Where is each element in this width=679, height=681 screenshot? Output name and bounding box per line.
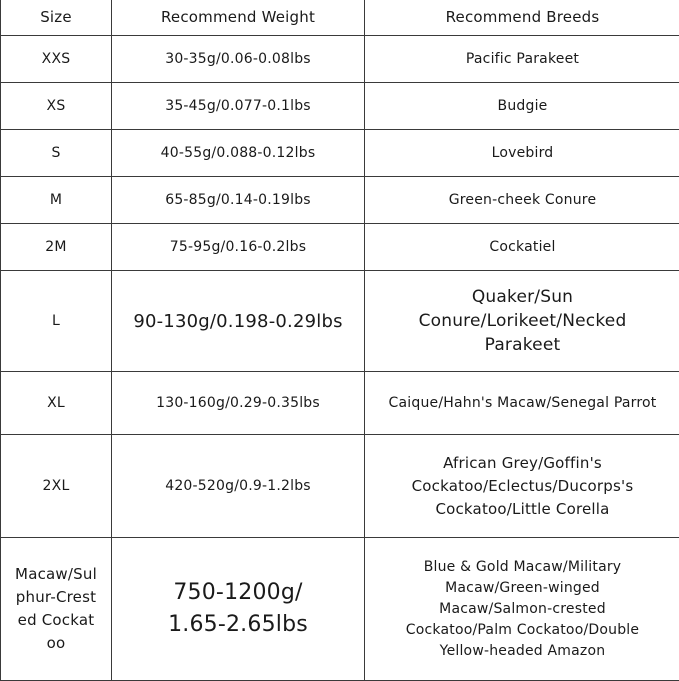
weight-cell: 90-130g/0.198-0.29lbs [112, 271, 365, 372]
table-row [1, 224, 679, 271]
breeds-cell: Budgie [365, 83, 679, 130]
weight-cell: 130-160g/0.29-0.35lbs [112, 372, 365, 435]
weight-cell: 40-55g/0.088-0.12lbs [112, 130, 365, 177]
weight-cell: 750-1200g/ 1.65-2.65lbs [112, 538, 365, 681]
header-row [1, 0, 679, 36]
weight-cell: 35-45g/0.077-0.1lbs [112, 83, 365, 130]
size-cell: XXS [1, 36, 112, 83]
size-cell: 2XL [1, 435, 112, 538]
table-row [1, 177, 679, 224]
breeds-cell: Lovebird [365, 130, 679, 177]
size-cell: S [1, 130, 112, 177]
size-cell: XL [1, 372, 112, 435]
table-row [1, 130, 679, 177]
breeds-cell: Quaker/Sun Conure/Lorikeet/Necked Parakeet [365, 271, 679, 372]
size-cell: M [1, 177, 112, 224]
breeds-cell: Blue & Gold Macaw/Military Macaw/Green-winged Macaw/Salmon-crested Cockatoo/Palm Cockatoo/Double Yellow-headed Amazon [365, 538, 679, 681]
weight-cell: 420-520g/0.9-1.2lbs [112, 435, 365, 538]
header-breeds: Recommend Breeds [365, 0, 679, 36]
size-cell: Macaw/Sulphur-Crested Cockatoo [1, 538, 112, 681]
table-row [1, 435, 679, 538]
table-row [1, 372, 679, 435]
size-cell: XS [1, 83, 112, 130]
weight-cell: 30-35g/0.06-0.08lbs [112, 36, 365, 83]
table-row [1, 36, 679, 83]
header-weight: Recommend Weight [112, 0, 365, 36]
header-size: Size [1, 0, 112, 36]
size-cell: 2M [1, 224, 112, 271]
breeds-cell: Cockatiel [365, 224, 679, 271]
breeds-cell: Pacific Parakeet [365, 36, 679, 83]
weight-cell: 65-85g/0.14-0.19lbs [112, 177, 365, 224]
table-row [1, 83, 679, 130]
breeds-cell: Caique/Hahn's Macaw/Senegal Parrot [365, 372, 679, 435]
table-row [1, 271, 679, 372]
size-cell: L [1, 271, 112, 372]
breeds-cell: African Grey/Goffin's Cockatoo/Eclectus/Ducorps's Cockatoo/Little Corella [365, 435, 679, 538]
weight-cell: 75-95g/0.16-0.2lbs [112, 224, 365, 271]
breeds-cell: Green-cheek Conure [365, 177, 679, 224]
table-row [1, 538, 679, 681]
